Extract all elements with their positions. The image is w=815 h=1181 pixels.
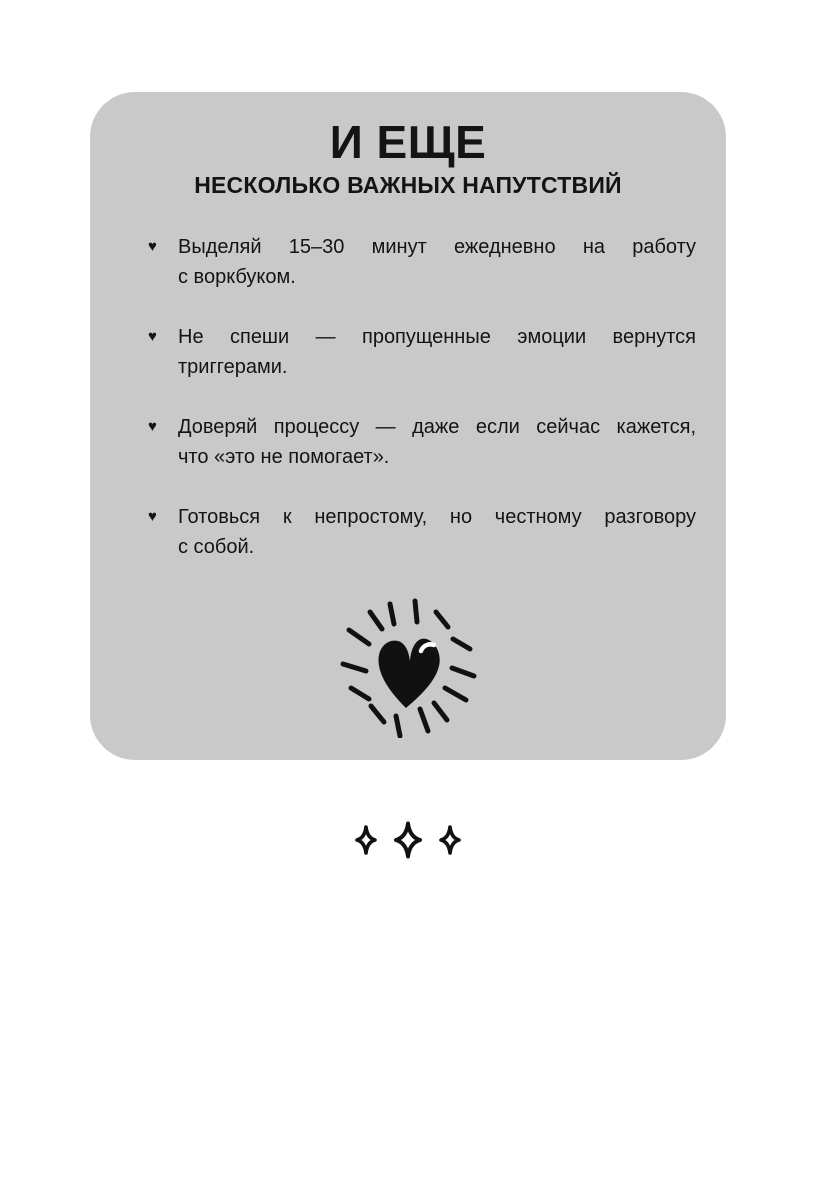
heart-bullet-icon: ♥	[148, 328, 157, 345]
list-item-line: с воркбуком.	[178, 266, 296, 288]
list-item-line: Выделяй 15–30 минут ежедневно на работу	[178, 236, 696, 258]
list-item-line: Доверяй процессу — даже если сейчас кажется,	[178, 416, 696, 438]
heart-bullet-icon: ♥	[148, 508, 157, 525]
info-card	[90, 92, 726, 760]
sparkle-icon	[393, 820, 423, 860]
list-item	[120, 412, 696, 472]
list-item-text	[178, 322, 696, 382]
list-item-text	[178, 232, 696, 292]
radiant-heart-illustration	[120, 592, 696, 738]
list-item-line: Готовься к непростому, но честному разговору	[178, 506, 696, 528]
list-item-line: Не спеши — пропущенные эмоции вернутся	[178, 326, 696, 348]
advice-list	[120, 232, 696, 562]
sparkles-ornament	[0, 820, 815, 860]
radiant-heart-icon	[333, 592, 483, 738]
list-item-line: триггерами.	[178, 356, 288, 378]
list-item-text	[178, 502, 696, 562]
heart-bullet-icon: ♥	[148, 238, 157, 255]
list-item	[120, 232, 696, 292]
sparkle-icon	[355, 825, 377, 855]
heart-bullet-icon: ♥	[148, 418, 157, 435]
sparkle-icon	[439, 825, 461, 855]
card-subtitle: НЕСКОЛЬКО ВАЖНЫХ НАПУТСТВИЙ	[194, 172, 622, 198]
list-item-line: что «это не помогает».	[178, 446, 390, 468]
list-item	[120, 322, 696, 382]
card-title: И ЕЩЕ	[329, 116, 487, 168]
list-item-line: с собой.	[178, 536, 255, 558]
list-item-text	[178, 412, 696, 472]
list-item	[120, 502, 696, 562]
